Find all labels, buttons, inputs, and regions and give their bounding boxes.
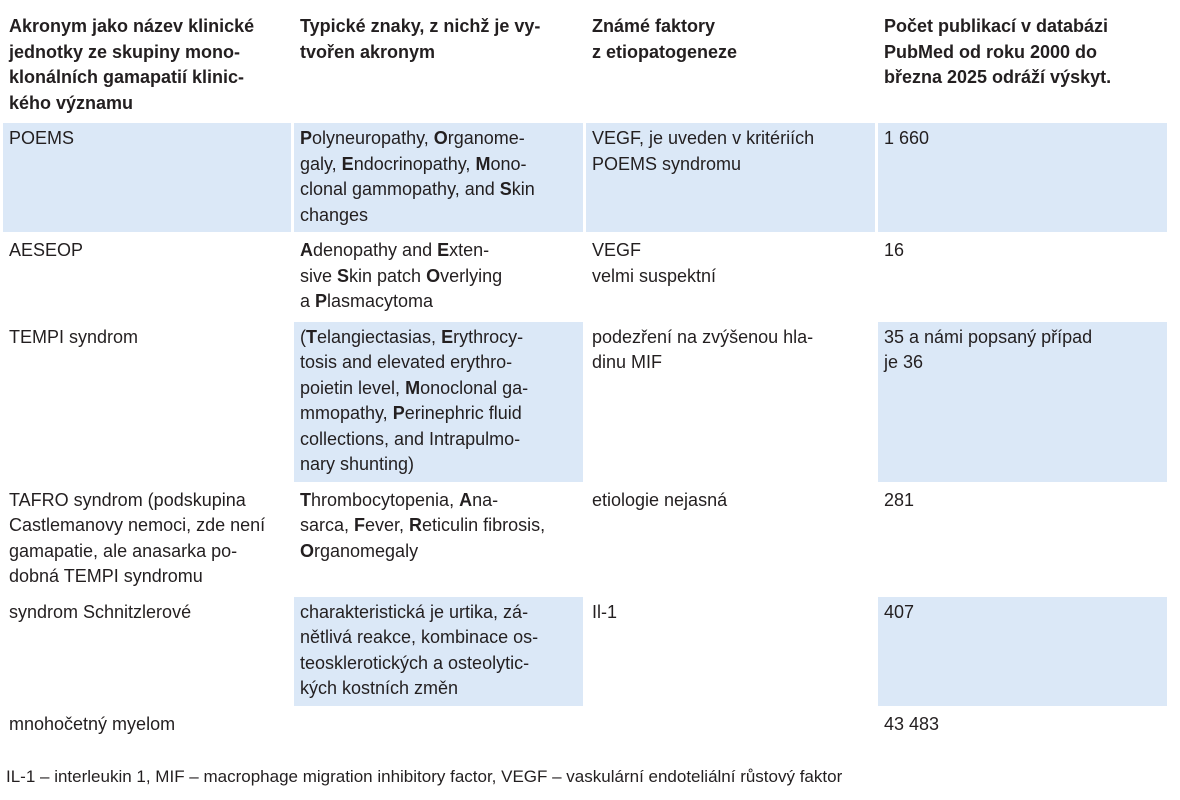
header-known-factors: Známé faktory z etiopatogeneze (586, 11, 875, 120)
cell-acronym: mnohočetný myelom (3, 709, 291, 742)
header-acronym: Akronym jako název klinické jednotky ze skupiny mono- klonálních gamapatií klinic- kého významu (3, 11, 291, 120)
table-row (3, 597, 1167, 706)
cell-acronym: POEMS (3, 123, 291, 232)
cell-typical-signs: (Telangiectasias, Erythrocy- tosis and elevated erythro- poietin level, Monoclonal ga- mmopathy, Perinephric fluid collections, and Intrapulmo- nary shunting) (294, 322, 583, 482)
cell-typical-signs: Polyneuropathy, Organome- galy, Endocrinopathy, Mono- clonal gammopathy, and Skin changes (294, 123, 583, 232)
cell-publication-count: 35 a námi popsaný případ je 36 (878, 322, 1167, 482)
table-row (3, 123, 1167, 232)
cell-publication-count: 16 (878, 235, 1167, 319)
cell-publication-count: 43 483 (878, 709, 1167, 742)
cell-acronym: AESEOP (3, 235, 291, 319)
cell-typical-signs: Adenopathy and Exten- sive Skin patch Overlying a Plasmacytoma (294, 235, 583, 319)
table-row (3, 709, 1167, 742)
cell-known-factors: podezření na zvýšenou hla- dinu MIF (586, 322, 875, 482)
header-typical-signs: Typické znaky, z nichž je vy- tvořen akronym (294, 11, 583, 120)
cell-known-factors: Il-1 (586, 597, 875, 706)
header-publication-count: Počet publikací v databázi PubMed od roku 2000 do března 2025 odráží výskyt. (878, 11, 1167, 120)
cell-publication-count: 407 (878, 597, 1167, 706)
table-row (3, 235, 1167, 319)
cell-typical-signs (294, 709, 583, 742)
table-row (3, 322, 1167, 482)
table-header (3, 11, 1167, 120)
table-footnote: IL-1 – interleukin 1, MIF – macrophage migration inhibitory factor, VEGF – vaskulární endoteliální růstový faktor (6, 767, 843, 786)
cell-typical-signs: Thrombocytopenia, Ana- sarca, Fever, Reticulin fibrosis, Organomegaly (294, 485, 583, 594)
cell-known-factors: VEGF, je uveden v kritériích POEMS syndromu (586, 123, 875, 232)
cell-known-factors (586, 709, 875, 742)
cell-acronym: TEMPI syndrom (3, 322, 291, 482)
table-body (3, 123, 1167, 741)
cell-acronym: syndrom Schnitzlerové (3, 597, 291, 706)
acronym-table (0, 8, 1170, 744)
cell-publication-count: 1 660 (878, 123, 1167, 232)
cell-typical-signs: charakteristická je urtika, zá- nětlivá reakce, kombinace os- teosklerotických a osteolytic- kých kostních změn (294, 597, 583, 706)
cell-acronym: TAFRO syndrom (podskupina Castlemanovy nemoci, zde není gamapatie, ale anasarka po- dobná TEMPI syndromu (3, 485, 291, 594)
cell-known-factors: etiologie nejasná (586, 485, 875, 594)
cell-known-factors: VEGF velmi suspektní (586, 235, 875, 319)
header-row (3, 11, 1167, 120)
table-row (3, 485, 1167, 594)
cell-publication-count: 281 (878, 485, 1167, 594)
